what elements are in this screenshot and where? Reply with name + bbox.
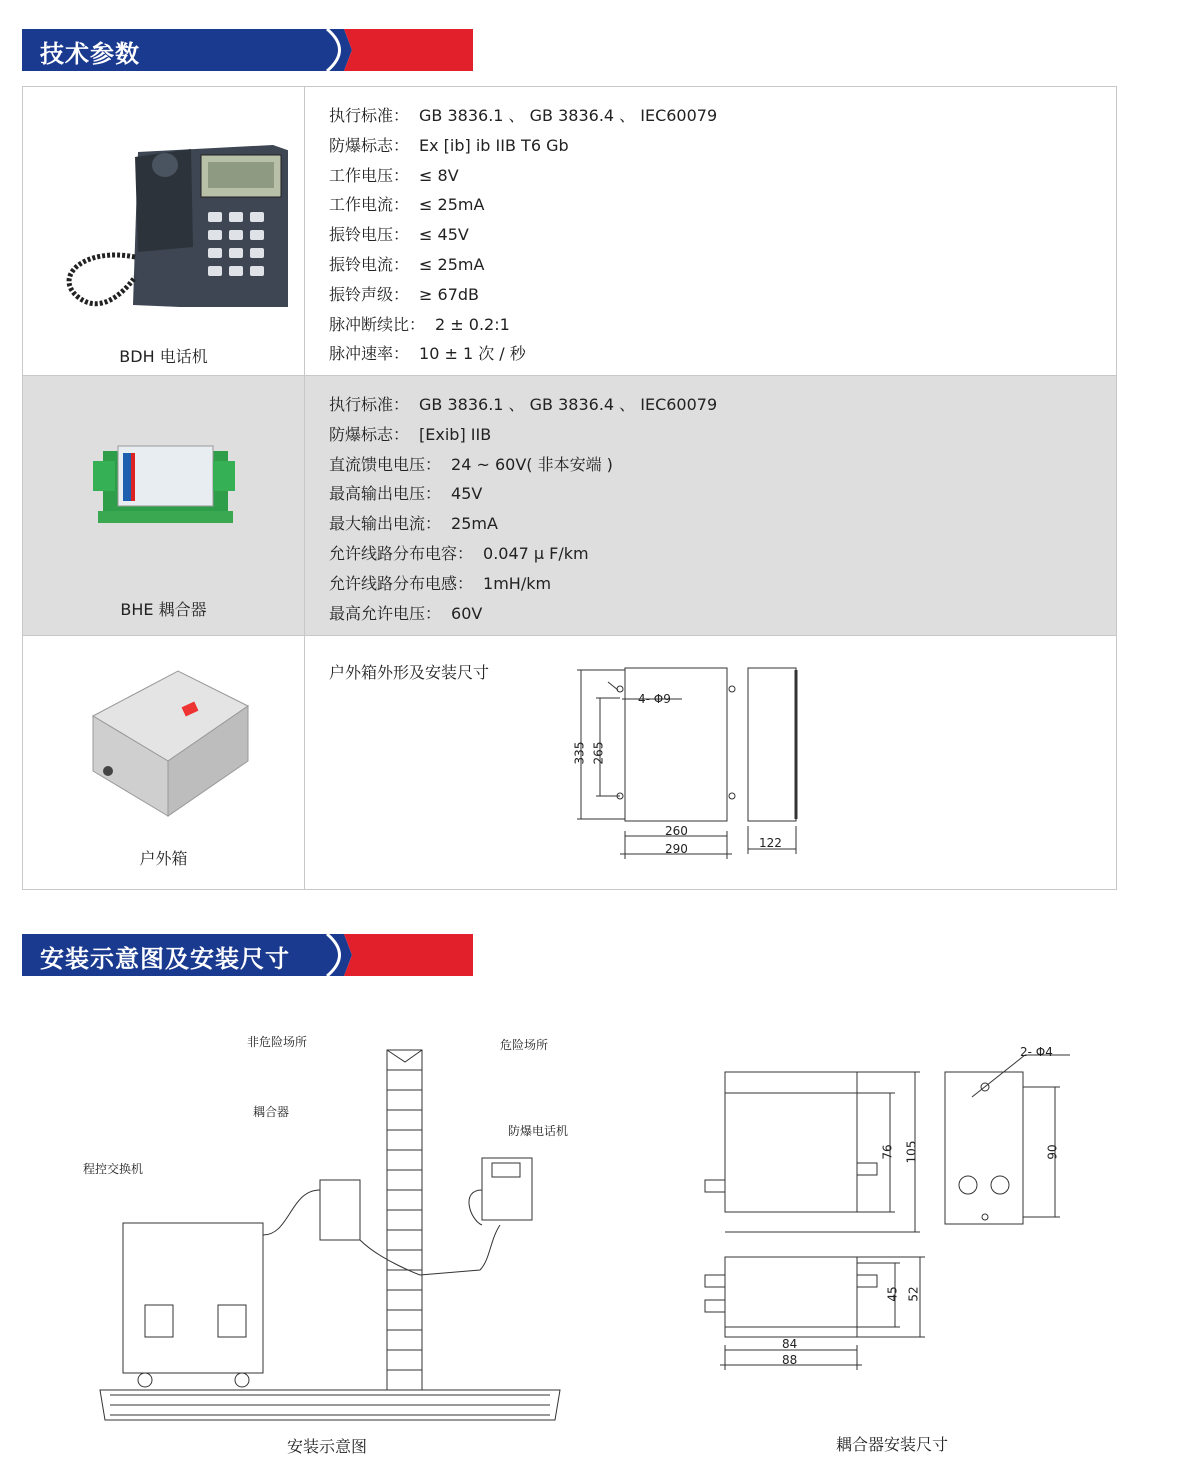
dim-h-inner: 265 xyxy=(591,741,606,765)
drawing-title: 户外箱外形及安装尺寸 xyxy=(329,663,490,682)
dim-w-outer: 290 xyxy=(665,842,688,856)
spec-line: 振铃电压： ≤ 45V xyxy=(329,225,469,245)
dim-88: 88 xyxy=(782,1353,798,1367)
table-row-phone xyxy=(23,87,1117,376)
box-drawing-cell xyxy=(305,636,1117,890)
spec-line: 允许线路分布电容： 0.047 μ F/km xyxy=(329,543,589,563)
dim-90: 90 xyxy=(1045,1144,1060,1160)
install-caption: 安装示意图 xyxy=(287,1437,368,1456)
coupler-image-cell xyxy=(23,376,305,636)
product-caption: BHE 耦合器 xyxy=(120,600,207,619)
product-caption: BDH 电话机 xyxy=(119,347,208,366)
coupler-dims-caption: 耦合器安装尺寸 xyxy=(836,1435,949,1454)
spec-line: 执行标准： GB 3836.1 、 GB 3836.4 、 IEC60079 xyxy=(329,395,718,414)
dim-w-inner: 260 xyxy=(665,824,688,838)
spec-table xyxy=(22,86,1117,890)
coupler-dimension-drawing xyxy=(700,1045,1080,1375)
section-banner-tech-params xyxy=(22,29,473,71)
label-phone: 防爆电话机 xyxy=(508,1124,569,1138)
spec-line: 防爆标志： Ex [ib] ib IIB T6 Gb xyxy=(329,135,569,155)
label-hazard: 危险场所 xyxy=(500,1038,549,1052)
table-row-outdoor-box xyxy=(23,636,1117,890)
table-row-coupler xyxy=(23,376,1117,636)
spec-line: 最高允许电压： 60V xyxy=(329,603,483,623)
phone-image-cell xyxy=(23,87,305,376)
spec-line: 最高输出电压： 45V xyxy=(329,484,483,504)
section-banner-install xyxy=(22,934,473,976)
installation-diagram xyxy=(90,1040,570,1430)
coupler-spec-list xyxy=(305,376,1117,636)
spec-line: 允许线路分布电感： 1mH/km xyxy=(329,573,552,593)
spec-line: 最大输出电流： 25mA xyxy=(329,514,498,534)
spec-line: 脉冲断续比： 2 ± 0.2:1 xyxy=(329,314,510,334)
dim-84: 84 xyxy=(782,1337,798,1351)
box-image-cell xyxy=(23,636,305,890)
dim-depth: 122 xyxy=(759,836,782,850)
section-title: 技术参数 xyxy=(40,40,140,68)
spec-line: 防爆标志： [Exib] IIB xyxy=(329,424,492,444)
label-coupler: 耦合器 xyxy=(253,1105,290,1119)
dim-hole: 4- Φ9 xyxy=(638,692,671,706)
dim-105: 105 xyxy=(904,1140,919,1164)
spec-line: 振铃声级： ≥ 67dB xyxy=(329,284,479,304)
spec-line: 工作电流： ≤ 25mA xyxy=(329,195,485,215)
spec-line: 振铃电流： ≤ 25mA xyxy=(329,254,485,274)
spec-line: 脉冲速率： 10 ± 1 次 / 秒 xyxy=(329,344,526,364)
spec-line: 执行标准： GB 3836.1 、 GB 3836.4 、 IEC60079 xyxy=(329,106,718,125)
spec-line: 直流馈电电压： 24 ~ 60V( 非本安端 ) xyxy=(329,454,613,474)
coupler-illustration xyxy=(93,441,243,536)
phone-spec-list xyxy=(305,87,1117,376)
dim-52: 52 xyxy=(906,1286,921,1302)
label-non-hazard: 非危险场所 xyxy=(247,1035,308,1049)
product-caption: 户外箱 xyxy=(139,849,188,868)
section-title: 安装示意图及安装尺寸 xyxy=(40,945,290,973)
label-exchange: 程控交换机 xyxy=(83,1162,144,1176)
dim-45: 45 xyxy=(885,1286,900,1302)
spec-line: 工作电压： ≤ 8V xyxy=(329,165,459,185)
dim-hole: 2- Φ4 xyxy=(1020,1045,1053,1059)
outdoor-box-illustration xyxy=(78,666,258,826)
phone-illustration xyxy=(43,127,288,307)
dim-76: 76 xyxy=(880,1144,895,1160)
dim-h-outer: 335 xyxy=(572,741,587,765)
